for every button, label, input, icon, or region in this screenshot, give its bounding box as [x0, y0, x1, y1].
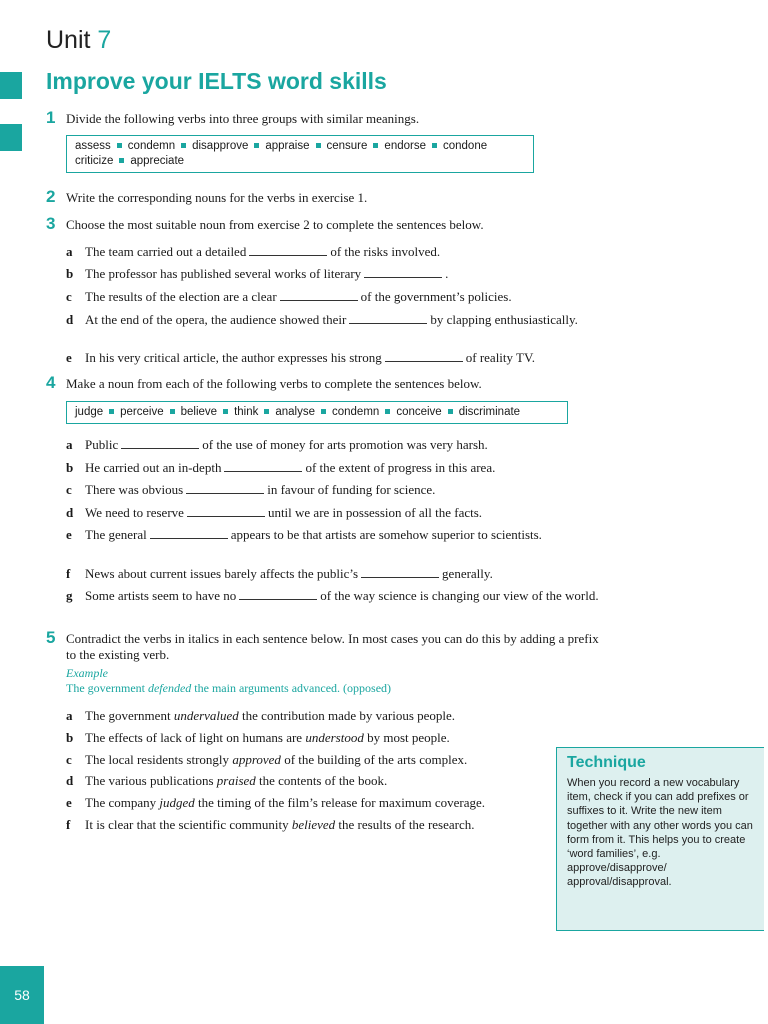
- side-tab-top: [0, 72, 22, 99]
- item-text: [85, 752, 546, 768]
- ex4-item-a: [66, 437, 611, 453]
- answer-blank[interactable]: [249, 244, 327, 256]
- exercise-4-number: 4: [46, 373, 56, 392]
- word-analyse: analyse: [275, 406, 315, 418]
- example-before: The government: [66, 681, 145, 695]
- bullet-separator: [223, 409, 228, 414]
- example-sentence: [66, 681, 391, 696]
- item-before: The local residents strongly: [85, 752, 230, 767]
- unit-label: Unit: [46, 26, 91, 54]
- item-after: of the building of the arts complex.: [284, 752, 468, 767]
- answer-blank[interactable]: [186, 482, 264, 494]
- bullet-separator: [119, 158, 124, 163]
- item-text: [85, 482, 611, 498]
- item-before: The effects of lack of light on humans are: [85, 730, 303, 745]
- word-perceive: perceive: [120, 406, 164, 418]
- word-condemn: condemn: [127, 140, 176, 152]
- exercise-4-word-box: [66, 401, 568, 424]
- item-verb: undervalued: [173, 708, 239, 723]
- item-after: of the use of money for arts promotion was very harsh.: [202, 437, 488, 452]
- item-after: of reality TV.: [465, 350, 535, 365]
- unit-number: 7: [97, 26, 112, 54]
- ex3-item-a: [66, 244, 611, 260]
- word-censure: censure: [326, 140, 368, 152]
- technique-box: [556, 747, 764, 931]
- exercise-4-instruction: Make a noun from each of the following verbs to complete the sentences below.: [66, 376, 482, 391]
- word-box-line-1: [75, 139, 525, 154]
- exercise-5-instruction: Contradict the verbs in italics in each sentence below. In most cases you can do this by adding a prefix to the existing verb.: [66, 631, 599, 662]
- ex3-item-c: [66, 289, 611, 305]
- answer-blank[interactable]: [280, 289, 358, 301]
- technique-title: Technique: [567, 754, 646, 771]
- exercise-5-number: 5: [46, 628, 56, 647]
- word-box-line-2: [75, 154, 525, 169]
- exercise-2-number: 2: [46, 187, 56, 206]
- technique-text: When you record a new vocabulary item, check if you can add prefixes or suffixes to it. Write the new item together with any other words you can form from it. This helps you to create ‘word families’, e.g. approve/disapprove/ approval/disapproval.: [567, 777, 753, 889]
- item-letter: a: [66, 437, 73, 452]
- item-verb: approved: [232, 752, 281, 767]
- item-letter: c: [66, 482, 72, 497]
- item-after: of the risks involved.: [330, 244, 441, 259]
- item-text: [85, 773, 546, 789]
- item-letter: f: [66, 566, 71, 581]
- item-after: of the extent of progress in this area.: [305, 460, 496, 475]
- answer-blank[interactable]: [364, 266, 442, 278]
- item-after: until we are in possession of all the facts.: [267, 505, 483, 520]
- item-verb: believed: [291, 817, 336, 832]
- answer-blank[interactable]: [224, 460, 302, 472]
- ex5-item-d: [66, 773, 546, 789]
- item-after: the contribution made by various people.: [242, 708, 456, 723]
- word-box-line: [75, 405, 559, 420]
- exercise-1-word-box: [66, 135, 534, 173]
- item-before: He carried out an in-depth: [85, 460, 222, 475]
- item-letter: c: [66, 752, 72, 767]
- bullet-separator: [109, 409, 114, 414]
- ex5-item-b: [66, 730, 546, 746]
- answer-blank[interactable]: [385, 350, 463, 362]
- ex3-item-e: [66, 350, 611, 366]
- item-letter: a: [66, 244, 73, 259]
- item-before: Some artists seem to have no: [85, 588, 237, 603]
- bullet-separator: [448, 409, 453, 414]
- exercise-3-number: 3: [46, 214, 56, 233]
- item-letter: b: [66, 460, 74, 475]
- item-text: [85, 730, 546, 746]
- item-text: [85, 266, 611, 282]
- item-before: The professor has published several works of literary: [85, 266, 362, 281]
- item-before: The various publications: [85, 773, 214, 788]
- item-text: [85, 527, 611, 543]
- word-believe: believe: [180, 406, 218, 418]
- item-letter: d: [66, 505, 74, 520]
- ex3-item-d: [66, 312, 611, 328]
- answer-blank[interactable]: [187, 505, 265, 517]
- item-after: of the way science is changing our view of the world.: [320, 588, 599, 603]
- item-after: of the government’s policies.: [360, 289, 512, 304]
- item-text: [85, 350, 611, 366]
- answer-blank[interactable]: [121, 437, 199, 449]
- word-appreciate: appreciate: [130, 155, 185, 167]
- word-think: think: [234, 406, 259, 418]
- item-after: by most people.: [367, 730, 450, 745]
- word-conceive: conceive: [396, 406, 442, 418]
- item-before: It is clear that the scientific community: [85, 817, 289, 832]
- item-before: The results of the election are a clear: [85, 289, 277, 304]
- item-before: News about current issues barely affects the public’s: [85, 566, 359, 581]
- word-judge: judge: [75, 406, 104, 418]
- item-letter: b: [66, 730, 74, 745]
- item-text: [85, 437, 611, 453]
- item-text: [85, 795, 546, 811]
- exercise-1-number: 1: [46, 108, 56, 127]
- item-before: The government: [85, 708, 171, 723]
- item-after: the contents of the book.: [259, 773, 388, 788]
- ex3-item-b: [66, 266, 611, 282]
- item-text: [85, 708, 546, 724]
- ex4-item-e: [66, 527, 611, 543]
- item-text: [85, 289, 611, 305]
- item-letter: b: [66, 266, 74, 281]
- exercise-1-instruction: Divide the following verbs into three groups with similar meanings.: [66, 111, 420, 126]
- item-after: by clapping enthusiastically.: [430, 312, 578, 327]
- word-condone: condone: [442, 140, 488, 152]
- item-letter: d: [66, 773, 74, 788]
- item-letter: e: [66, 795, 72, 810]
- item-text: [85, 312, 611, 328]
- exercise-3-instruction: Choose the most suitable noun from exercise 2 to complete the sentences below.: [66, 217, 484, 232]
- bullet-separator: [264, 409, 269, 414]
- item-text: [85, 244, 611, 260]
- ex4-item-d: [66, 505, 611, 521]
- item-text: [85, 460, 611, 476]
- bullet-separator: [316, 143, 321, 148]
- unit-title: [46, 26, 111, 55]
- item-text: [85, 588, 611, 604]
- example-after: the main arguments advanced. (opposed): [194, 681, 392, 695]
- item-text: [85, 817, 546, 833]
- item-before: In his very critical article, the author expresses his strong: [85, 350, 382, 365]
- page-heading: Improve your IELTS word skills: [46, 68, 387, 94]
- answer-blank[interactable]: [361, 566, 439, 578]
- item-letter: e: [66, 350, 72, 365]
- item-text: [85, 566, 611, 582]
- ex5-item-e: [66, 795, 546, 811]
- page-number: 58: [0, 966, 44, 1024]
- bullet-separator: [170, 409, 175, 414]
- item-after: the timing of the film’s release for maximum coverage.: [198, 795, 486, 810]
- example-label: Example: [66, 666, 108, 680]
- item-before: The team carried out a detailed: [85, 244, 247, 259]
- item-after: generally.: [442, 566, 493, 581]
- item-verb: understood: [305, 730, 364, 745]
- item-text: [85, 505, 611, 521]
- bullet-separator: [181, 143, 186, 148]
- example-verb: defended: [147, 681, 192, 695]
- item-letter: a: [66, 708, 73, 723]
- bullet-separator: [432, 143, 437, 148]
- ex5-item-f: [66, 817, 546, 833]
- item-before: The company: [85, 795, 157, 810]
- item-before: At the end of the opera, the audience showed their: [85, 312, 347, 327]
- bullet-separator: [321, 409, 326, 414]
- side-tab-second: [0, 124, 22, 151]
- item-after: .: [445, 266, 449, 281]
- item-after: the results of the research.: [338, 817, 475, 832]
- ex4-item-f: [66, 566, 611, 582]
- word-endorse: endorse: [384, 140, 426, 152]
- word-discriminate: discriminate: [458, 406, 521, 418]
- answer-blank[interactable]: [150, 527, 228, 539]
- item-before: We need to reserve: [85, 505, 184, 520]
- bullet-separator: [373, 143, 378, 148]
- item-after: appears to be that artists are somehow superior to scientists.: [230, 527, 542, 542]
- item-letter: e: [66, 527, 72, 542]
- bullet-separator: [385, 409, 390, 414]
- word-criticize: criticize: [75, 155, 114, 167]
- ex4-item-g: [66, 588, 611, 604]
- ex4-item-b: [66, 460, 611, 476]
- exercise-2-instruction: Write the corresponding nouns for the verbs in exercise 1.: [66, 190, 368, 205]
- ex4-item-c: [66, 482, 611, 498]
- item-after: in favour of funding for science.: [267, 482, 436, 497]
- item-letter: c: [66, 289, 72, 304]
- word-condemn: condemn: [332, 406, 380, 418]
- bullet-separator: [117, 143, 122, 148]
- item-before: There was obvious: [85, 482, 184, 497]
- item-letter: g: [66, 588, 73, 603]
- word-assess: assess: [75, 140, 111, 152]
- item-before: Public: [85, 437, 119, 452]
- item-letter: d: [66, 312, 74, 327]
- item-letter: f: [66, 817, 71, 832]
- answer-blank[interactable]: [349, 312, 427, 324]
- ex5-item-a: [66, 708, 546, 724]
- item-verb: judged: [159, 795, 195, 810]
- word-disapprove: disapprove: [192, 140, 249, 152]
- item-before: The general: [85, 527, 147, 542]
- item-verb: praised: [216, 773, 256, 788]
- ex5-item-c: [66, 752, 546, 768]
- word-appraise: appraise: [265, 140, 310, 152]
- bullet-separator: [254, 143, 259, 148]
- answer-blank[interactable]: [239, 588, 317, 600]
